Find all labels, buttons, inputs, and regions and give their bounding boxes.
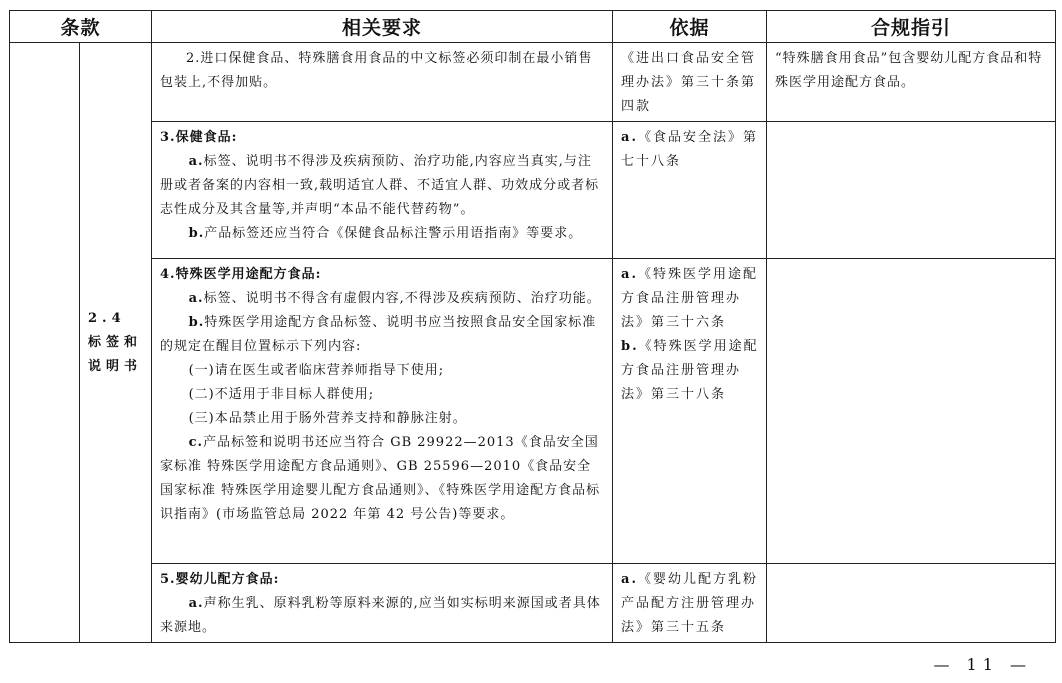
basis-item-b (621, 335, 760, 407)
guidance-cell (767, 564, 1056, 643)
guidance-text: “特殊膳食用食品”包含婴幼儿配方食品和特殊医学用途配方食品。 (775, 51, 1043, 90)
basis-cell (613, 564, 767, 643)
item-prefix: b. (621, 339, 639, 354)
table-row (10, 259, 1056, 564)
item-text: 声称生乳、原料乳粉等原料来源的,应当如实标明来源国或者具体来源地。 (160, 596, 601, 635)
basis-item-a (621, 263, 760, 335)
item-prefix: a. (621, 130, 638, 145)
item-text: 产品标签和说明书还应当符合 GB 29922—2013《食品安全国家标准 特殊医学用途配方食品通则》、GB 25596—2010《食品安全国家标准 特殊医学用途婴儿配方食品通则》、《特殊医学用途配方食品标识指南》(市场监管总局 2022 年第 42 号公告)等要求。 (160, 435, 601, 522)
basis-text: 《食品安全法》第七十八条 (621, 130, 758, 169)
basis-text: 《婴幼儿配方乳粉产品配方注册管理办法》第三十五条 (621, 572, 758, 635)
requirement-subitem: (三)本品禁止用于肠外营养支持和静脉注射。 (188, 411, 467, 426)
requirement-subitem: (二)不适用于非目标人群使用; (188, 387, 375, 402)
requirement-cell (152, 122, 613, 259)
requirement-item-b (160, 222, 604, 246)
empty-clause-cell (10, 43, 80, 643)
basis-item-a (621, 126, 760, 174)
item-prefix: a. (188, 291, 204, 306)
item-prefix: b. (188, 226, 205, 241)
item-prefix: b. (188, 315, 205, 330)
requirement-item-a (160, 287, 604, 311)
item-prefix: a. (621, 267, 638, 282)
table-row (10, 122, 1056, 259)
item-prefix: a. (621, 572, 638, 587)
table-row (10, 564, 1056, 643)
page-number: — 11 — (933, 655, 1032, 674)
requirement-item-a (160, 592, 604, 640)
item-prefix: a. (188, 596, 204, 611)
item-text: 产品标签还应当符合《保健食品标注警示用语指南》等要求。 (204, 226, 583, 241)
requirement-title: 3.保健食品: (160, 130, 238, 145)
basis-cell (613, 259, 767, 564)
item-prefix: a. (188, 154, 204, 169)
basis-text: 《特殊医学用途配方食品注册管理办法》第三十六条 (621, 267, 758, 330)
item-prefix: c. (188, 435, 204, 450)
guidance-cell (767, 122, 1056, 259)
requirement-item-a (160, 150, 604, 222)
header-clause: 条款 (10, 11, 152, 43)
requirement-cell (152, 564, 613, 643)
item-text: 标签、说明书不得含有虚假内容,不得涉及疾病预防、治疗功能。 (203, 291, 601, 306)
header-requirement: 相关要求 (152, 11, 613, 43)
requirement-title: 5.婴幼儿配方食品: (160, 572, 280, 587)
requirement-title: 4.特殊医学用途配方食品: (160, 267, 322, 282)
requirement-item-c (160, 431, 604, 527)
section-label: 2.4 标签和说明书 (80, 43, 152, 643)
header-row (10, 11, 1056, 43)
basis-item-a (621, 568, 760, 640)
item-text: 标签、说明书不得涉及疾病预防、治疗功能,内容应当真实,与注册或者备案的内容相一致,载明适宜人群、不适宜人群、功效成分或者标志性成分及其含量等,并声明“本品不能代替药物”。 (160, 154, 600, 217)
requirement-item-b (160, 311, 604, 359)
basis-cell (613, 122, 767, 259)
compliance-table (9, 10, 1056, 643)
item-text: 特殊医学用途配方食品标签、说明书应当按照食品安全国家标准的规定在醒目位置标示下列内容: (160, 315, 597, 354)
requirement-subitem: (一)请在医生或者临床营养师指导下使用; (188, 363, 445, 378)
table-row (10, 43, 1056, 122)
basis-text: 《特殊医学用途配方食品注册管理办法》第三十八条 (621, 339, 759, 402)
requirement-text: 2.进口保健食品、特殊膳食用食品的中文标签必须印制在最小销售包装上,不得加贴。 (160, 51, 593, 90)
guidance-cell (767, 43, 1056, 122)
guidance-cell (767, 259, 1056, 564)
basis-text: 《进出口食品安全管理办法》第三十条第四款 (621, 51, 757, 114)
basis-cell (613, 43, 767, 122)
requirement-cell (152, 43, 613, 122)
header-basis: 依据 (613, 11, 767, 43)
header-guidance: 合规指引 (767, 11, 1056, 43)
requirement-cell (152, 259, 613, 564)
